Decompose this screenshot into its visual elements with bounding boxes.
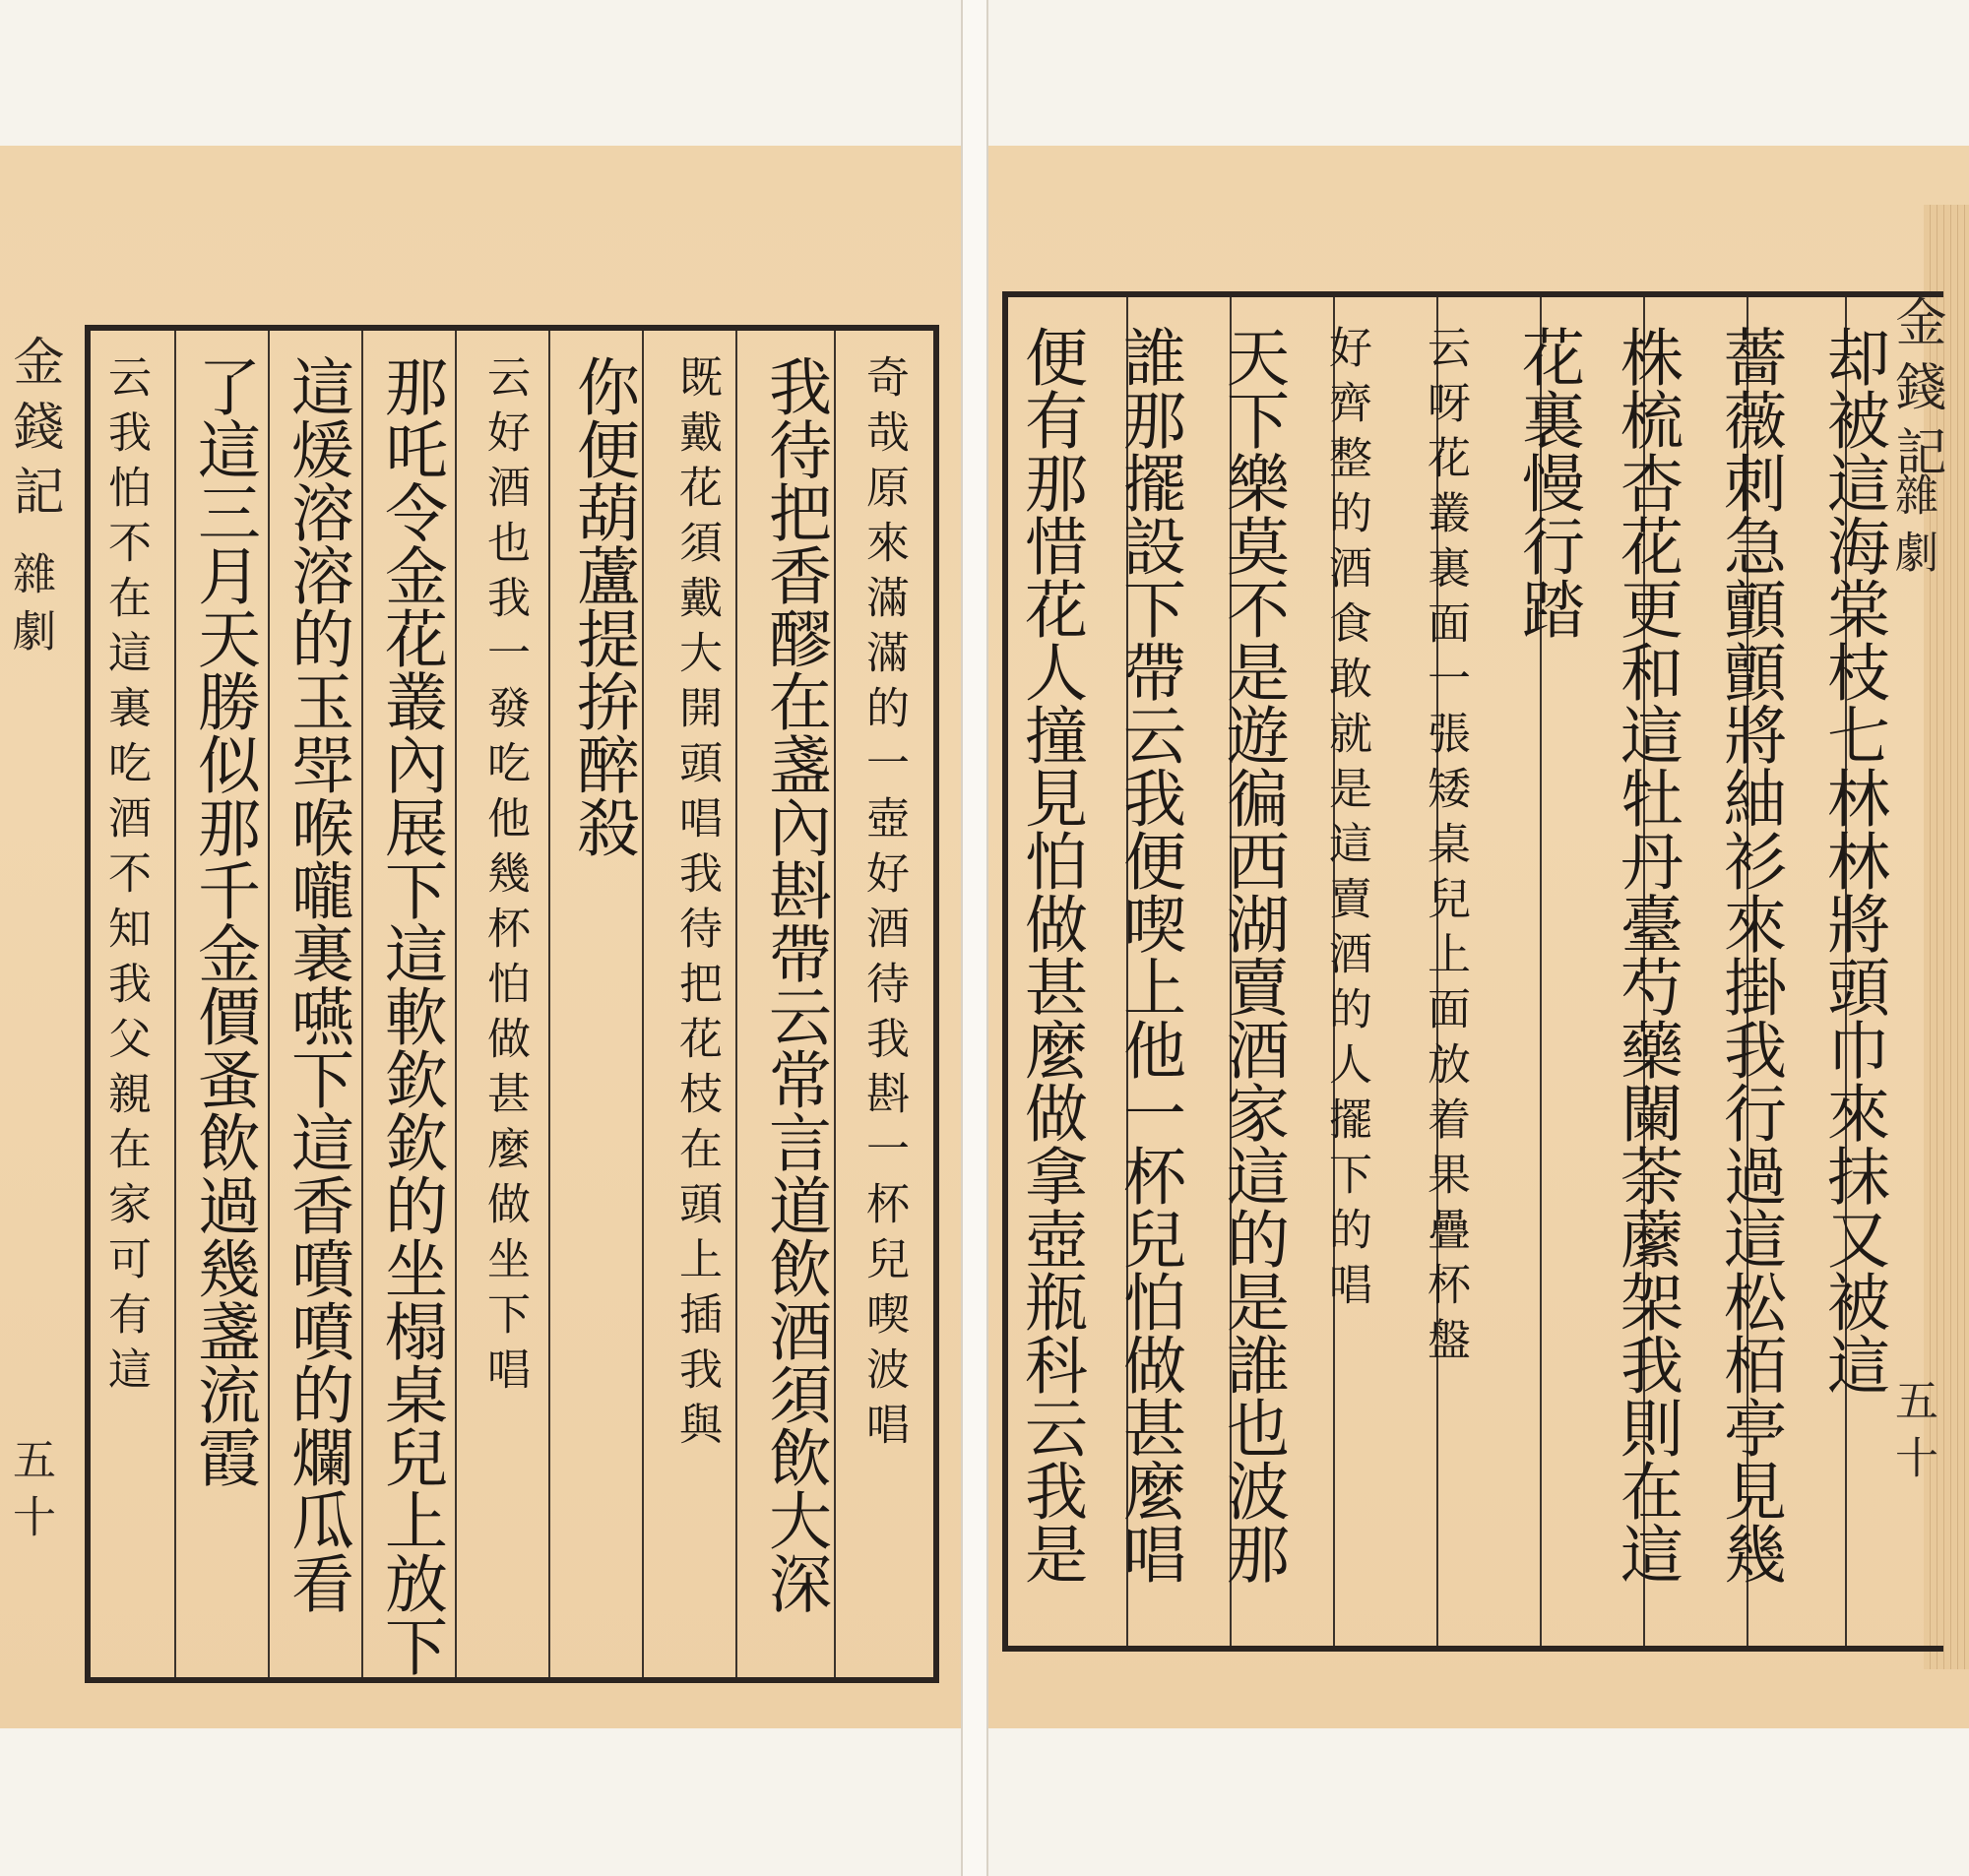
right-column-6: 好齊整的酒食敢就是這賣酒的人擺下的唱	[1321, 325, 1371, 1317]
right-column-3: 株梳杏花更和這牡丹臺芍藥闌荼䕷架我則在這	[1610, 325, 1683, 1585]
right-margin-title: 金錢記	[1886, 295, 1945, 490]
book-gutter	[961, 0, 988, 1876]
left-page-number: 五十	[5, 1437, 55, 1551]
left-margin-title: 金錢記	[4, 335, 63, 530]
right-column-2: 薔薇刺急顫顫將紬衫來掛我行過這松栢亭見幾	[1713, 325, 1786, 1585]
right-margin-subtitle: 雜劇	[1887, 472, 1937, 587]
left-column-5: 云好酒也我一發吃他幾杯怕做甚麼做坐下唱	[479, 354, 530, 1402]
left-column-3: 既戴花須戴大開頭唱我待把花枝在頭上插我與	[671, 354, 722, 1457]
left-column-8: 了這三月天勝似那千金價蚤飲過幾盞流霞	[187, 354, 260, 1488]
left-column-6: 那吒令金花叢內展下這軟欽欽的坐榻桌兒上放下	[374, 354, 447, 1677]
right-column-4: 花裏慢行踏	[1511, 325, 1584, 640]
right-page-number: 五十	[1887, 1378, 1937, 1492]
left-column-4: 你便葫蘆提拚醉殺	[566, 354, 639, 858]
left-column-7: 這煖溶溶的玉斝喉嚨裏嚥下這香噴噴的爛瓜看	[281, 354, 353, 1614]
left-margin-subtitle: 雜劇	[5, 551, 55, 665]
right-column-1: 却被這海棠枝七林林將頭巾來抹又被這	[1816, 325, 1889, 1396]
left-column-9: 云我怕不在這裏吃酒不知我父親在家可有這	[100, 354, 151, 1402]
left-column-2: 我待把香醪在盞內斟帶云常言道飲酒須飲大深	[758, 354, 831, 1614]
right-column-7: 天下樂莫不是遊徧西湖賣酒家這的是誰也波那	[1216, 325, 1289, 1585]
right-column-9: 便有那惜花人撞見怕做甚麼做拿壺瓶科云我是	[1014, 325, 1087, 1585]
right-column-8: 誰那擺設下帶云我便喫上他一杯兒怕做甚麼唱	[1112, 325, 1185, 1585]
left-column-1: 奇哉原來滿滿的一壺好酒待我斟一杯兒喫波唱	[858, 354, 909, 1457]
right-column-5: 云呀花叢裏面一張矮桌兒上面放着果疊杯盤	[1420, 325, 1470, 1372]
